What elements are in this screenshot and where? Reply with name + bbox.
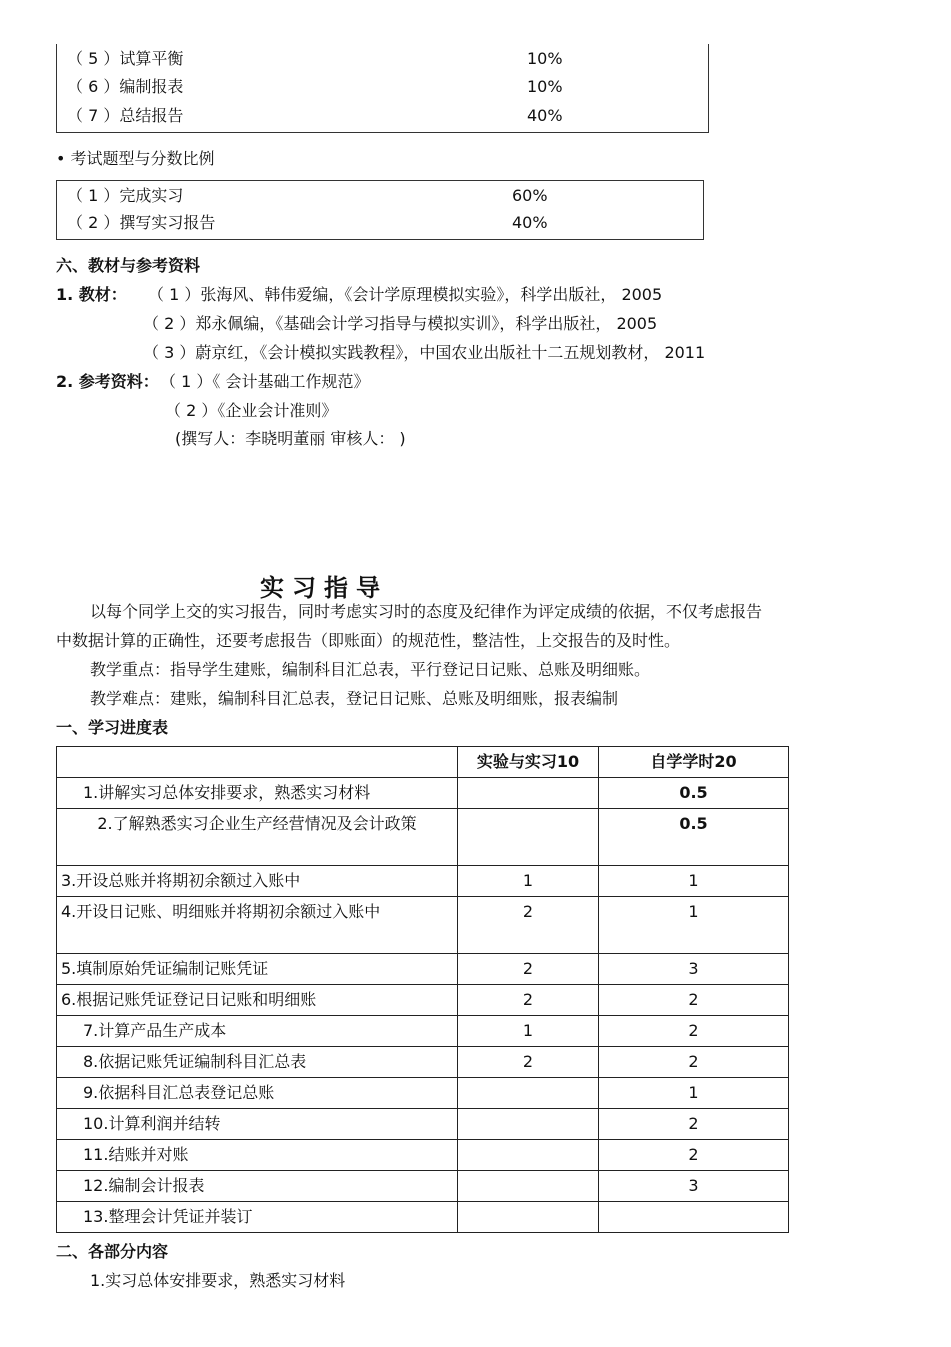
exam-value: 60% (512, 186, 548, 205)
table-row (57, 866, 789, 897)
intro-line: 以每个同学上交的实习报告，同时考虑实习时的态度及纪律作为评定成绩的依据，不仅考虑报告 (90, 602, 763, 621)
table-row (57, 954, 789, 985)
table-row (57, 985, 789, 1016)
ref-item: （ 1 ）《 会计基础工作规范》 (160, 372, 370, 391)
schedule-heading: 一、学习进度表 (56, 718, 169, 737)
item-cell: 9.依据科目汇总表登记总账 (57, 1078, 458, 1109)
table-row (57, 1171, 789, 1202)
item-cell: 7.计算产品生产成本 (57, 1016, 458, 1047)
section2-item: 1.实习总体安排要求，熟悉实习材料 (90, 1271, 346, 1290)
self-cell: 1 (599, 897, 789, 954)
weights-box (56, 44, 709, 133)
self-cell: 3 (599, 1171, 789, 1202)
item-cell: 8.依据记账凭证编制科目汇总表 (57, 1047, 458, 1078)
item-cell: 2.了解熟悉实习企业生产经营情况及会计政策 (57, 809, 458, 866)
ref-item: （ 2 ）《企业会计准则》 (165, 401, 338, 420)
guide-title: 实习指导 (260, 574, 388, 602)
exam-label: （ 1 ）完成实习 (67, 186, 184, 205)
lab-cell (458, 809, 599, 866)
self-cell: 2 (599, 1109, 789, 1140)
self-cell: 1 (599, 866, 789, 897)
weight-label: （ 7 ）总结报告 (67, 106, 184, 125)
section2-heading: 二、各部分内容 (56, 1242, 169, 1261)
self-cell: 0.5 (599, 809, 789, 866)
textbook-item: （ 2 ）郑永佩编，《基础会计学习指导与模拟实训》，科学出版社， 2005 (143, 314, 658, 333)
item-cell: 6.根据记账凭证登记日记账和明细账 (57, 985, 458, 1016)
weight-label: （ 6 ）编制报表 (67, 77, 184, 96)
lab-cell: 1 (458, 866, 599, 897)
exam-label: （ 2 ）撰写实习报告 (67, 213, 216, 232)
textbook-item: （ 1 ）张海风、韩伟爱编，《会计学原理模拟实验》，科学出版社， 2005 (148, 285, 663, 304)
header-cell: 实验与实习10 (458, 747, 599, 778)
weight-value: 10% (527, 49, 563, 68)
lab-cell (458, 1202, 599, 1233)
item-cell: 3.开设总账并将期初余额过入账中 (57, 866, 458, 897)
schedule-table (56, 746, 789, 1233)
table-row (57, 809, 789, 866)
lab-cell (458, 1078, 599, 1109)
self-cell (599, 1202, 789, 1233)
header-cell: 自学学时20 (599, 747, 789, 778)
lab-cell (458, 1171, 599, 1202)
lab-cell (458, 1140, 599, 1171)
lab-cell (458, 778, 599, 809)
section6-heading: 六、教材与参考资料 (56, 256, 201, 275)
item-cell: 11.结账并对账 (57, 1140, 458, 1171)
table-row (57, 1109, 789, 1140)
table-row (57, 1016, 789, 1047)
weight-value: 40% (527, 106, 563, 125)
lab-cell: 1 (458, 1016, 599, 1047)
exam-box (56, 180, 704, 240)
lab-cell (458, 1109, 599, 1140)
table-header-row (57, 747, 789, 778)
exam-value: 40% (512, 213, 548, 232)
table-row (57, 1047, 789, 1078)
weight-label: （ 5 ）试算平衡 (67, 49, 184, 68)
intro-line: 中数据计算的正确性，还要考虑报告（即账面）的规范性，整洁性，上交报告的及时性。 (56, 631, 681, 650)
table-row (57, 1202, 789, 1233)
focus-line: 教学重点：指导学生建账，编制科目汇总表，平行登记日记账、总账及明细账。 (90, 660, 651, 679)
item-cell: 1.讲解实习总体安排要求，熟悉实习材料 (57, 778, 458, 809)
table-row (57, 1140, 789, 1171)
self-cell: 0.5 (599, 778, 789, 809)
weight-value: 10% (527, 77, 563, 96)
textbook-item: （ 3 ）蔚京红，《会计模拟实践教程》，中国农业出版社十二五规划教材， 2011 (143, 343, 706, 362)
table-row (57, 897, 789, 954)
refs-label: 2. 参考资料： (56, 372, 159, 391)
self-cell: 3 (599, 954, 789, 985)
self-cell: 1 (599, 1078, 789, 1109)
item-cell: 4.开设日记账、明细账并将期初余额过入账中 (57, 897, 458, 954)
self-cell: 2 (599, 1047, 789, 1078)
difficulty-line: 教学难点：建账，编制科目汇总表，登记日记账、总账及明细账，报表编制 (90, 689, 619, 708)
table-row (57, 778, 789, 809)
lab-cell: 2 (458, 897, 599, 954)
lab-cell: 2 (458, 985, 599, 1016)
table-row (57, 1078, 789, 1109)
author-line: (撰写人：李晓明董丽 审核人： ) (175, 429, 406, 448)
textbook-label: 1. 教材： (56, 285, 127, 304)
header-cell (57, 747, 458, 778)
self-cell: 2 (599, 1140, 789, 1171)
lab-cell: 2 (458, 1047, 599, 1078)
item-cell: 5.填制原始凭证编制记账凭证 (57, 954, 458, 985)
lab-cell: 2 (458, 954, 599, 985)
self-cell: 2 (599, 985, 789, 1016)
exam-heading: • 考试题型与分数比例 (56, 149, 215, 168)
item-cell: 13.整理会计凭证并装订 (57, 1202, 458, 1233)
item-cell: 12.编制会计报表 (57, 1171, 458, 1202)
item-cell: 10.计算利润并结转 (57, 1109, 458, 1140)
self-cell: 2 (599, 1016, 789, 1047)
